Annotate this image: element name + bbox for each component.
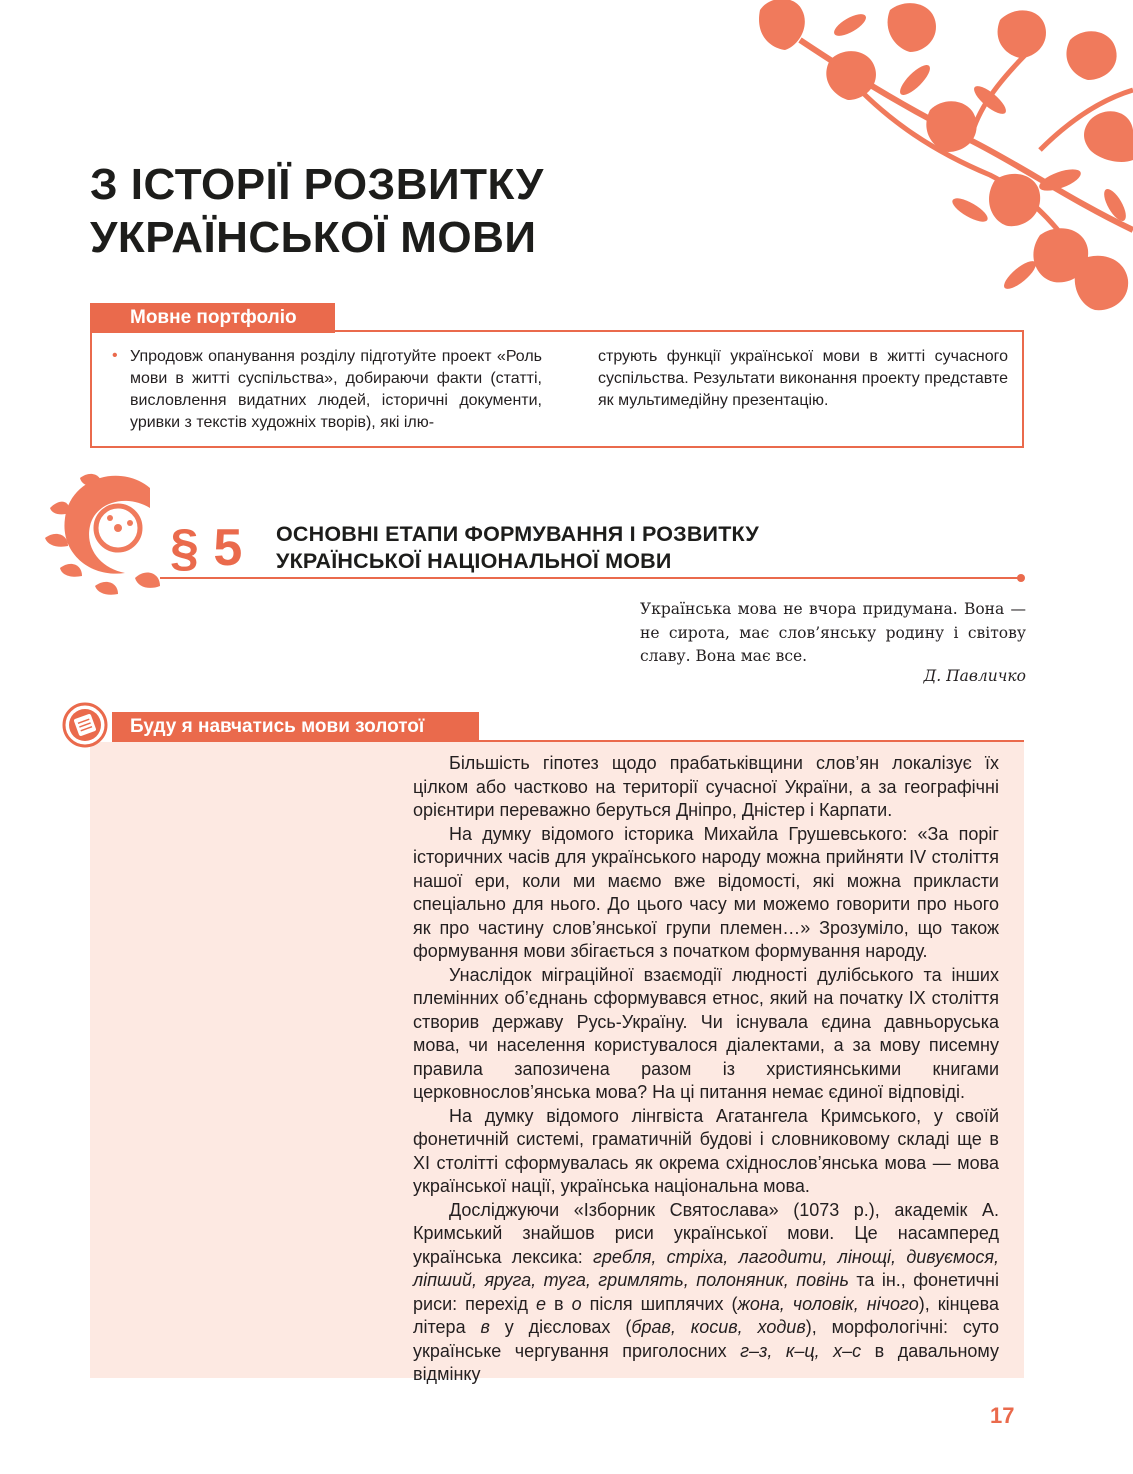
paragraph-3: Унаслідок міграційної взаємодії людності дулібського та інших племінних об’єднань сформувався етнос, який на початку IX століття створив державу Русь-Україну. Чи існувала єдина давньоруська мова, чи населення користувалося діалектами, а за мову писемну правила запозичена разом із християнськими книгами церковнослов’янська мова? На ці питання немає єдиної відповіді. — [413, 964, 999, 1102]
section-number: § 5 — [170, 519, 243, 577]
body-text — [413, 752, 999, 1387]
subsection-tab: Буду я навчатись мови золотої — [112, 712, 479, 742]
p5-text-8: в давальному відмінку — [413, 1340, 999, 1384]
p5-italic-3: о — [571, 1293, 582, 1314]
p5-text-7: ), морфологічні: суто українське чергування приголосних — [413, 1317, 999, 1361]
p5-italic-5: в — [480, 1317, 490, 1337]
paragraph-2: На думку відомого історика Михайла Грушевського: «За поріг історичних часів для українського народу можна прийняти IV століття нашої ери, коли ми маємо вже відомості, які можна прикласти спеціально для нього. До цього часу ми можемо говорити про нього як про частину слов’янської групи племен…» Зрозуміло, що також формування мови збігається з початком формування народу. — [413, 823, 999, 961]
p5-text-1: Досліджуючи «Ізборник Святослава» (1073 р.), академік А. Кримський знайшов риси української мови. Це насамперед українська лексика: — [413, 1199, 999, 1267]
book-icon — [62, 702, 108, 748]
p5-italic-4: жона, чоловік, нічого — [737, 1293, 919, 1314]
paragraph-1: Більшість гіпотез щодо прабатьківщини слов’ян локалізує їх цілком або частково на території сучасної України, а за географічні орієнтири переважно беруться Дніпро, Дністер і Карпати. — [413, 753, 999, 820]
p5-italic-2: е — [536, 1293, 547, 1314]
paragraph-4: На думку відомого лінгвіста Агатангела Кримського, у своїй фонетичній системі, граматичній будові і словниковому складі ще в XI столітті сформувалась як окрема східнослов’янська мова — мова української нації, українська національна мова. — [413, 1105, 999, 1196]
p5-text-4: після шиплячих ( — [581, 1293, 738, 1314]
section-divider-dot — [1017, 574, 1025, 582]
chapter-title-line1: З ІСТОРІЇ РОЗВИТКУ — [90, 160, 544, 209]
chapter-title-line2: УКРАЇНСЬКОЇ МОВИ — [90, 213, 537, 262]
section-title-line1: ОСНОВНІ ЕТАПИ ФОРМУВАННЯ І РОЗВИТКУ — [276, 522, 759, 546]
p5-text-6: у дієсловах ( — [489, 1317, 632, 1337]
portfolio-text-col1: Упродовж опанування розділу підготуйте проект «Роль мови в житті суспільства», добираючи факти (статті, висловлення видатних людей, історичні документи, уривки з текстів художніх творів), які ілю- — [130, 348, 542, 431]
p5-italic-7: г–з, к–ц, х–с — [740, 1340, 862, 1361]
p5-text-2: та ін., фонетичні риси: перехід — [413, 1270, 999, 1314]
page-number: 17 — [990, 1403, 1015, 1428]
section-title — [276, 521, 976, 575]
p5-text-5: ), кінцева літера — [413, 1293, 999, 1337]
floral-ornament-icon — [740, 0, 1133, 320]
portfolio-text-col2: струють функції української мови в житті сучасного суспільства. Результати виконання проекту представте як мультимедійну презентацію. — [598, 348, 1008, 409]
epigraph-author: Д. Павличко — [923, 667, 1026, 685]
portfolio-bullet-icon: • — [112, 347, 118, 364]
p5-italic-6: брав, косив, ходив — [631, 1317, 806, 1337]
portfolio-tab: Мовне портфоліо — [90, 303, 335, 333]
section-title-line2: УКРАЇНСЬКОЇ НАЦІОНАЛЬНОЇ МОВИ — [276, 549, 672, 573]
paragraph-5 — [413, 1199, 999, 1387]
section-divider — [160, 577, 1020, 579]
p5-text-3: в — [546, 1293, 572, 1314]
chapter-title — [90, 158, 730, 264]
p5-italic-1: гребля, стріха, лагодити, лінощі, дивуємося, ліпший, яруга, туга, гримлять, полоняник, повінь — [413, 1246, 999, 1290]
subsection-divider — [478, 740, 1024, 742]
epigraph-text: Українська мова не вчора придумана. Вона — не сирота, має слов’янську родину і світову славу. Вона має все. — [640, 600, 1026, 665]
swirl-ornament-icon — [40, 468, 175, 596]
